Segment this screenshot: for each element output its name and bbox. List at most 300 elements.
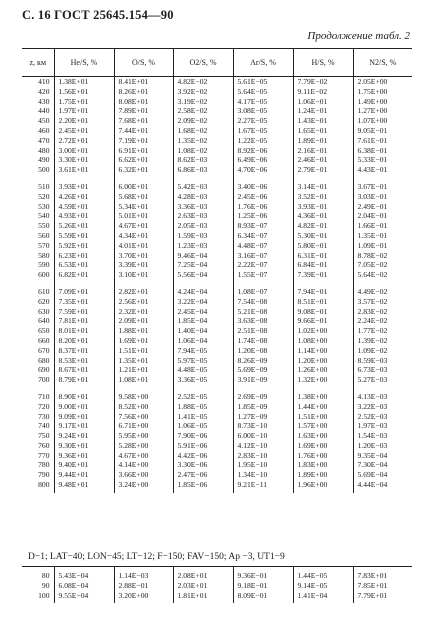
value-cell: 1.89E+00	[293, 470, 353, 480]
value-cell: 9.46E−04	[173, 251, 233, 261]
value-cell: 1.27E+00	[353, 106, 412, 116]
altitude-cell: 610	[38, 286, 50, 296]
value-cell: 9.40E+01	[54, 460, 114, 470]
value-cell: 6.00E+01	[114, 182, 173, 192]
value-cell: 5.43E−04	[54, 567, 114, 581]
value-cell: 7.83E+01	[353, 567, 412, 581]
altitude-cell: 430	[38, 96, 50, 106]
value-cell: 1.06E−01	[293, 97, 353, 107]
table-row	[22, 87, 412, 97]
value-cell: 2.09E−02	[173, 116, 233, 126]
value-cell: 4.14E+00	[114, 460, 173, 470]
value-cell: 7.35E+01	[54, 297, 114, 307]
value-cell: 9.24E+01	[54, 431, 114, 441]
table-row	[22, 241, 412, 251]
value-cell: 3.52E−01	[293, 192, 353, 202]
value-cell: 3.22E−03	[353, 402, 412, 412]
value-cell: 1.88E+01	[114, 326, 173, 336]
altitude-cell: 600	[38, 270, 50, 280]
value-cell: 3.57E−02	[353, 297, 412, 307]
value-cell: 9.30E+01	[54, 441, 114, 451]
value-cell: 4.82E−01	[293, 221, 353, 231]
value-cell: 2.63E−03	[173, 211, 233, 221]
value-cell: 7.94E−01	[293, 287, 353, 297]
value-cell: 7.81E+01	[54, 316, 114, 326]
value-cell: 8.92E−06	[233, 146, 293, 156]
table-row	[22, 591, 412, 604]
value-cell: 2.88E−01	[114, 581, 173, 591]
altitude-cell: 620	[38, 296, 50, 306]
value-cell: 1.06E−05	[173, 421, 233, 431]
value-cell: 1.96E+00	[293, 480, 353, 493]
altitude-cell: 700	[38, 375, 50, 385]
value-cell: 1.81E+01	[173, 591, 233, 604]
standard-code: ГОСТ 25645.154—90	[54, 8, 174, 22]
value-cell: 4.67E+00	[114, 451, 173, 461]
table-row	[22, 431, 412, 441]
value-cell: 1.49E+00	[353, 97, 412, 107]
table-row	[22, 126, 412, 136]
value-cell: 9.48E+01	[54, 480, 114, 493]
value-cell: 1.88E−05	[173, 402, 233, 412]
table-row	[22, 106, 412, 116]
value-cell: 4.17E−05	[233, 97, 293, 107]
col-header-n2: N2/S, %	[353, 49, 412, 77]
value-cell: 1.83E+00	[293, 460, 353, 470]
value-cell: 1.39E−02	[353, 336, 412, 346]
value-cell: 7.85E+01	[353, 581, 412, 591]
value-cell: 1.76E−06	[233, 202, 293, 212]
value-cell: 9.17E+01	[54, 421, 114, 431]
altitude-cell: 790	[38, 470, 50, 480]
altitude-cell: 500	[38, 165, 50, 175]
table-row	[22, 356, 412, 366]
value-cell: 9.44E+01	[54, 470, 114, 480]
value-cell: 2.51E−08	[233, 326, 293, 336]
table-header-row	[22, 49, 412, 77]
value-cell: 2.83E−10	[233, 451, 293, 461]
value-cell: 2.45E−06	[233, 192, 293, 202]
value-cell: 3.66E+00	[114, 470, 173, 480]
value-cell: 3.36E−03	[173, 202, 233, 212]
value-cell: 5.64E−05	[233, 87, 293, 97]
value-cell: 6.38E−01	[353, 146, 412, 156]
table-row	[22, 375, 412, 385]
value-cell: 7.30E−04	[353, 460, 412, 470]
value-cell: 3.00E+01	[54, 146, 114, 156]
table-row	[22, 346, 412, 356]
value-cell: 7.25E−04	[173, 260, 233, 270]
table-row	[22, 412, 412, 422]
value-cell: 1.26E+00	[293, 365, 353, 375]
value-cell: 7.89E+01	[114, 106, 173, 116]
table-body-2	[22, 567, 412, 604]
value-cell: 2.20E+01	[54, 116, 114, 126]
value-cell: 5.33E−01	[353, 155, 412, 165]
value-cell: 1.22E−05	[233, 136, 293, 146]
value-cell: 3.61E+01	[54, 165, 114, 175]
value-cell: 3.36E−05	[173, 375, 233, 385]
altitude-cell: 490	[38, 155, 50, 165]
altitude-cell: 440	[38, 106, 50, 116]
value-cell: 3.63E−08	[233, 316, 293, 326]
value-cell: 4.26E+01	[54, 192, 114, 202]
value-cell: 9.00E+01	[54, 402, 114, 412]
value-cell: 3.40E−06	[233, 182, 293, 192]
altitude-cell: 760	[38, 440, 50, 450]
value-cell: 5.80E−01	[293, 241, 353, 251]
altitude-cell: 570	[38, 240, 50, 250]
table-row	[22, 251, 412, 261]
value-cell: 1.09E−01	[353, 241, 412, 251]
table-row	[22, 480, 412, 493]
value-cell: 1.08E−07	[233, 287, 293, 297]
value-cell: 6.34E−07	[233, 231, 293, 241]
value-cell: 8.20E+01	[54, 336, 114, 346]
value-cell: 1.75E+00	[353, 87, 412, 97]
value-cell: 8.26E+01	[114, 87, 173, 97]
altitude-cell: 640	[38, 316, 50, 326]
col-header-h: H/S, %	[293, 49, 353, 77]
value-cell: 3.10E+01	[114, 270, 173, 280]
value-cell: 1.74E−08	[233, 336, 293, 346]
value-cell: 2.05E−03	[173, 221, 233, 231]
table-row	[22, 470, 412, 480]
value-cell: 1.35E−02	[173, 136, 233, 146]
value-cell: 5.92E+01	[54, 241, 114, 251]
value-cell: 2.05E+00	[353, 77, 412, 87]
value-cell: 2.45E+01	[54, 126, 114, 136]
value-cell: 5.21E−08	[233, 307, 293, 317]
value-cell: 1.20E+00	[293, 356, 353, 366]
value-cell: 2.27E−05	[233, 116, 293, 126]
value-cell: 1.97E−03	[353, 421, 412, 431]
value-cell: 7.54E−08	[233, 297, 293, 307]
value-cell: 4.44E−04	[353, 480, 412, 493]
value-cell: 7.19E+01	[114, 136, 173, 146]
altitude-cell: 670	[38, 345, 50, 355]
value-cell: 6.31E−01	[293, 251, 353, 261]
value-cell: 1.14E−03	[114, 567, 173, 581]
value-cell: 2.72E+01	[54, 136, 114, 146]
value-cell: 2.47E−06	[173, 470, 233, 480]
value-cell: 4.48E−07	[233, 241, 293, 251]
altitude-cell: 420	[38, 86, 50, 96]
value-cell: 4.12E−10	[233, 441, 293, 451]
value-cell: 1.38E+00	[293, 392, 353, 402]
col-header-o2: O2/S, %	[173, 49, 233, 77]
value-cell: 5.68E+01	[114, 192, 173, 202]
value-cell: 5.61E−05	[233, 77, 293, 87]
value-cell: 2.03E+01	[173, 581, 233, 591]
altitude-cell: 460	[38, 125, 50, 135]
value-cell: 3.30E−06	[173, 460, 233, 470]
value-cell: 8.01E+01	[54, 326, 114, 336]
value-cell: 6.73E−03	[353, 365, 412, 375]
value-cell: 7.09E+01	[54, 287, 114, 297]
value-cell: 8.26E−09	[233, 356, 293, 366]
value-cell: 9.09E+01	[54, 412, 114, 422]
value-cell: 1.44E−05	[293, 567, 353, 581]
value-cell: 9.21E−11	[233, 480, 293, 493]
col-header-ar: Ar/S, %	[233, 49, 293, 77]
value-cell: 1.54E−03	[353, 431, 412, 441]
value-cell: 1.59E−03	[173, 231, 233, 241]
altitude-cell: 580	[38, 250, 50, 260]
value-cell: 8.67E+01	[54, 365, 114, 375]
value-cell: 1.21E+01	[114, 365, 173, 375]
value-cell: 3.70E+01	[114, 251, 173, 261]
value-cell: 3.16E−07	[233, 251, 293, 261]
table-row	[22, 421, 412, 431]
value-cell: 4.82E−02	[173, 77, 233, 87]
value-cell: 1.85E−04	[173, 316, 233, 326]
value-cell: 7.56E+00	[114, 412, 173, 422]
value-cell: 8.59E−03	[353, 356, 412, 366]
value-cell: 1.08E+00	[293, 336, 353, 346]
altitude-cell: 730	[38, 411, 50, 421]
value-cell: 5.91E−06	[173, 441, 233, 451]
value-cell: 8.73E−10	[233, 421, 293, 431]
value-cell: 1.02E+00	[293, 326, 353, 336]
value-cell: 1.35E−01	[353, 231, 412, 241]
value-cell: 7.39E−01	[293, 270, 353, 280]
altitude-cell: 770	[38, 450, 50, 460]
value-cell: 1.56E+01	[54, 87, 114, 97]
value-cell: 9.35E−04	[353, 451, 412, 461]
value-cell: 7.68E+01	[114, 116, 173, 126]
value-cell: 8.93E−07	[233, 221, 293, 231]
table-row	[22, 211, 412, 221]
altitude-cell: 690	[38, 365, 50, 375]
altitude-cell: 740	[38, 421, 50, 431]
value-cell: 1.89E−01	[293, 136, 353, 146]
value-cell: 1.51E+01	[114, 346, 173, 356]
value-cell: 7.90E−06	[173, 431, 233, 441]
value-cell: 1.25E−06	[233, 211, 293, 221]
value-cell: 3.92E−02	[173, 87, 233, 97]
value-cell: 1.40E−04	[173, 326, 233, 336]
value-cell: 2.49E−01	[353, 202, 412, 212]
value-cell: 1.08E−02	[173, 146, 233, 156]
table-row	[22, 460, 412, 470]
altitude-cell: 510	[38, 181, 50, 191]
value-cell: 5.59E+01	[54, 231, 114, 241]
value-cell: 5.30E−01	[293, 231, 353, 241]
altitude-cell: 710	[38, 391, 50, 401]
value-cell: 8.52E+00	[114, 402, 173, 412]
value-cell: 6.00E−10	[233, 431, 293, 441]
value-cell: 9.08E−01	[293, 307, 353, 317]
altitude-cell: 680	[38, 355, 50, 365]
value-cell: 1.66E−01	[353, 221, 412, 231]
value-cell: 6.62E+01	[114, 155, 173, 165]
value-cell: 1.38E+01	[54, 77, 114, 87]
value-cell: 4.34E+01	[114, 231, 173, 241]
altitude-cell: 410	[38, 77, 50, 86]
altitude-cell: 530	[38, 201, 50, 211]
altitude-cell: 480	[38, 145, 50, 155]
value-cell: 1.32E+00	[293, 375, 353, 385]
value-cell: 5.01E+01	[114, 211, 173, 221]
value-cell: 1.44E+00	[293, 402, 353, 412]
value-cell: 9.66E−01	[293, 316, 353, 326]
altitude-cell: 630	[38, 306, 50, 316]
value-cell: 3.93E+01	[54, 182, 114, 192]
value-cell: 4.01E+01	[114, 241, 173, 251]
col-header-he: He/S, %	[54, 49, 114, 77]
value-cell: 6.86E−03	[173, 165, 233, 175]
value-cell: 1.85E−06	[173, 480, 233, 493]
table-row	[22, 581, 412, 591]
value-cell: 7.61E−01	[353, 136, 412, 146]
value-cell: 7.79E−02	[293, 77, 353, 87]
value-cell: 1.14E+00	[293, 346, 353, 356]
table-row	[22, 451, 412, 461]
value-cell: 1.69E+01	[114, 336, 173, 346]
value-cell: 8.53E+01	[54, 356, 114, 366]
value-cell: 5.27E−03	[353, 375, 412, 385]
value-cell: 2.16E−01	[293, 146, 353, 156]
value-cell: 1.06E−04	[173, 336, 233, 346]
table-row	[22, 297, 412, 307]
table-row	[22, 270, 412, 280]
table-row	[22, 155, 412, 165]
group-spacer	[22, 280, 412, 287]
value-cell: 1.95E−10	[233, 460, 293, 470]
table-row	[22, 287, 412, 297]
table-row	[22, 365, 412, 375]
altitude-cell: 520	[38, 191, 50, 201]
value-cell: 1.68E−02	[173, 126, 233, 136]
value-cell: 5.95E+00	[114, 431, 173, 441]
value-cell: 6.32E+01	[114, 165, 173, 175]
value-cell: 8.78E−02	[353, 251, 412, 261]
table-row	[22, 202, 412, 212]
value-cell: 1.09E−02	[353, 346, 412, 356]
value-cell: 6.23E+01	[54, 251, 114, 261]
value-cell: 8.51E−01	[293, 297, 353, 307]
table-row	[22, 165, 412, 175]
value-cell: 6.84E−01	[293, 260, 353, 270]
table-row	[22, 392, 412, 402]
value-cell: 7.59E+01	[54, 307, 114, 317]
value-cell: 8.09E−01	[233, 591, 293, 604]
altitude-cell: 720	[38, 401, 50, 411]
value-cell: 2.56E+01	[114, 297, 173, 307]
altitude-cell: 750	[38, 431, 50, 441]
table-row	[22, 402, 412, 412]
table-row	[22, 182, 412, 192]
value-cell: 1.41E−05	[173, 412, 233, 422]
page-header	[22, 8, 174, 23]
value-cell: 2.32E+01	[114, 307, 173, 317]
value-cell: 1.35E+01	[114, 356, 173, 366]
value-cell: 1.20E−08	[233, 346, 293, 356]
value-cell: 1.55E−07	[233, 270, 293, 280]
value-cell: 5.69E−04	[353, 470, 412, 480]
value-cell: 8.79E+01	[54, 375, 114, 385]
value-cell: 9.55E−04	[54, 591, 114, 604]
value-cell: 3.20E+00	[114, 591, 173, 604]
table-row	[22, 441, 412, 451]
value-cell: 9.11E−02	[293, 87, 353, 97]
table-row	[22, 326, 412, 336]
gas-composition-table-2	[22, 566, 412, 603]
value-cell: 3.24E+00	[114, 480, 173, 493]
gas-composition-table	[22, 48, 412, 493]
table-row	[22, 77, 412, 87]
value-cell: 3.08E−05	[233, 106, 293, 116]
value-cell: 4.49E−02	[353, 287, 412, 297]
value-cell: 2.04E−01	[353, 211, 412, 221]
value-cell: 9.14E−05	[293, 581, 353, 591]
value-cell: 1.76E+00	[293, 451, 353, 461]
page-number: С. 16	[22, 8, 51, 22]
value-cell: 9.36E+01	[54, 451, 114, 461]
altitude-cell: 660	[38, 335, 50, 345]
value-cell: 1.97E+01	[54, 106, 114, 116]
value-cell: 2.46E−01	[293, 155, 353, 165]
table-row	[22, 221, 412, 231]
value-cell: 1.20E−03	[353, 441, 412, 451]
value-cell: 5.26E+01	[54, 221, 114, 231]
value-cell: 3.14E−01	[293, 182, 353, 192]
value-cell: 1.23E−03	[173, 241, 233, 251]
value-cell: 9.18E−01	[233, 581, 293, 591]
value-cell: 2.69E−09	[233, 392, 293, 402]
value-cell: 6.91E+01	[114, 146, 173, 156]
altitude-cell: 800	[38, 480, 50, 490]
value-cell: 4.24E−04	[173, 287, 233, 297]
table-row	[22, 307, 412, 317]
value-cell: 2.08E+01	[173, 567, 233, 581]
value-cell: 7.79E+01	[353, 591, 412, 604]
value-cell: 9.58E+00	[114, 392, 173, 402]
value-cell: 3.19E−02	[173, 97, 233, 107]
value-cell: 1.08E+01	[114, 375, 173, 385]
value-cell: 2.24E−02	[353, 316, 412, 326]
value-cell: 8.62E−03	[173, 155, 233, 165]
altitude-cell: 80	[22, 567, 54, 581]
table-row	[22, 567, 412, 581]
value-cell: 1.69E+00	[293, 441, 353, 451]
value-cell: 3.30E+01	[54, 155, 114, 165]
value-cell: 2.52E−03	[353, 412, 412, 422]
value-cell: 4.28E−03	[173, 192, 233, 202]
value-cell: 5.97E−05	[173, 356, 233, 366]
altitude-cell: 780	[38, 460, 50, 470]
value-cell: 4.67E+01	[114, 221, 173, 231]
value-cell: 8.90E+01	[54, 392, 114, 402]
value-cell: 7.05E−02	[353, 260, 412, 270]
value-cell: 1.75E+01	[54, 97, 114, 107]
value-cell: 5.28E+00	[114, 441, 173, 451]
value-cell: 1.67E−05	[233, 126, 293, 136]
value-cell: 1.43E−01	[293, 116, 353, 126]
value-cell: 1.34E−10	[233, 470, 293, 480]
value-cell: 1.65E−01	[293, 126, 353, 136]
table-row	[22, 136, 412, 146]
value-cell: 2.45E−04	[173, 307, 233, 317]
table-row	[22, 316, 412, 326]
table-row	[22, 260, 412, 270]
group-spacer	[22, 385, 412, 392]
value-cell: 6.82E+01	[54, 270, 114, 280]
value-cell: 4.48E−05	[173, 365, 233, 375]
value-cell: 1.51E+00	[293, 412, 353, 422]
value-cell: 2.09E+01	[114, 316, 173, 326]
